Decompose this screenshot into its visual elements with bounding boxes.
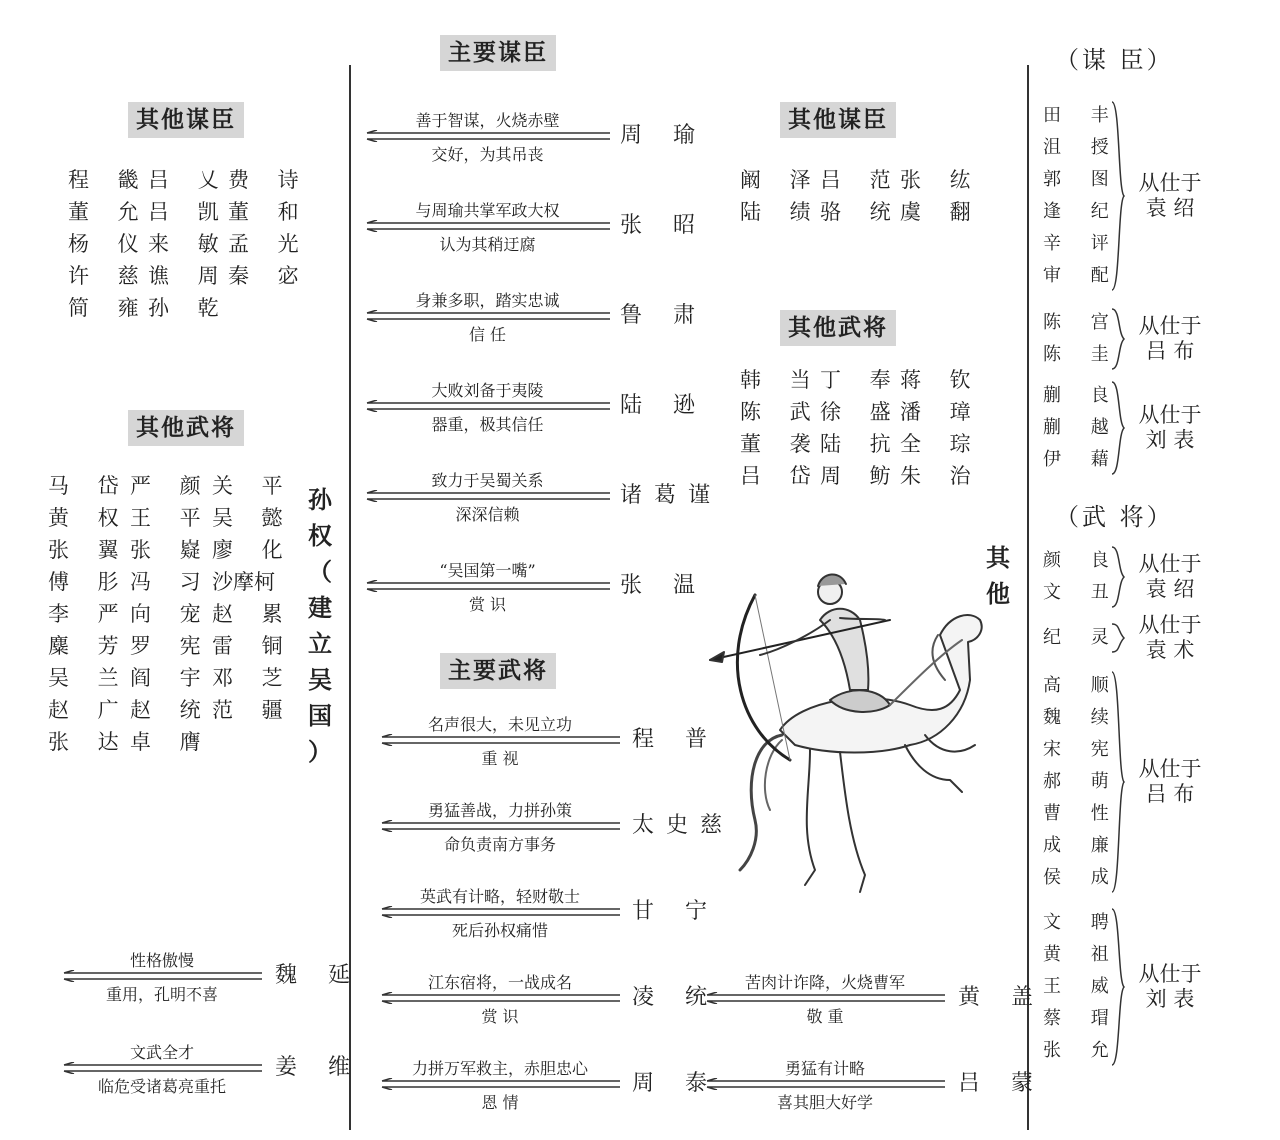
- double-arrow-icon: [365, 580, 610, 592]
- right-name: 文 丑: [1043, 582, 1121, 603]
- general-name: 沙摩柯: [212, 570, 275, 594]
- relation-name: 凌 统: [632, 985, 719, 1010]
- relation-name: 姜 维: [275, 1055, 362, 1080]
- right-name: 审 配: [1043, 265, 1121, 286]
- general-name: 吴 兰: [48, 666, 130, 690]
- double-arrow-icon: [380, 734, 620, 746]
- relation-name: 程 普: [632, 727, 719, 752]
- general-name: 蒋 钦: [900, 368, 982, 392]
- serve-text: 袁 术: [1145, 638, 1195, 662]
- right-name: 陈 宫: [1043, 312, 1121, 333]
- title-char: 孙: [308, 485, 332, 514]
- right-name: 高 顺: [1043, 675, 1121, 696]
- serve-text: 从仕于: [1138, 552, 1202, 576]
- relation-name: 吕 蒙: [958, 1071, 1045, 1096]
- relation-top-text: 勇猛有计略: [784, 1059, 865, 1078]
- relation-top-text: 大败刘备于夷陵: [431, 381, 544, 400]
- double-arrow-icon: [380, 820, 620, 832]
- general-name: 王 平: [130, 506, 212, 530]
- advisor-name: 来 敏: [148, 232, 230, 256]
- advisor-name: 吕 范: [820, 168, 902, 192]
- relation-top-text: 与周瑜共掌军政大权: [415, 201, 560, 220]
- title-char: 国: [308, 701, 332, 730]
- serve-text: 从仕于: [1138, 403, 1202, 427]
- brace-icon: [1110, 622, 1126, 654]
- right-name: 宋 宪: [1043, 739, 1121, 760]
- serve-label: [1125, 962, 1215, 1012]
- general-name: 严 颜: [130, 474, 212, 498]
- relation-bottom-text: 信 任: [468, 325, 507, 344]
- advisor-name: 骆 统: [820, 200, 902, 224]
- serve-label: [1125, 171, 1215, 221]
- relation-name: 太史慈: [632, 813, 735, 838]
- relation-bottom-text: 恩 情: [481, 1093, 519, 1112]
- general-name: 赵 统: [130, 698, 212, 722]
- general-name: 黄 权: [48, 506, 130, 530]
- mid-other-generals-header: 其他武将: [780, 310, 896, 346]
- general-name: 罗 宪: [130, 634, 212, 658]
- title-char: （: [308, 557, 332, 586]
- double-arrow-icon: [380, 992, 620, 1004]
- brace-icon: [1110, 545, 1126, 609]
- mid-advisors-grid: [740, 164, 980, 228]
- double-arrow-icon: [365, 310, 610, 322]
- relation-bottom-text: 深深信赖: [455, 505, 520, 524]
- double-arrow-icon: [380, 906, 620, 918]
- general-name: 阎 宇: [130, 666, 212, 690]
- general-name: 向 宠: [130, 602, 212, 626]
- serve-text: 吕 布: [1145, 782, 1195, 806]
- general-name: 张 翼: [48, 538, 130, 562]
- advisor-name: 程 畿: [68, 168, 150, 192]
- mid-other-advisors-header: 其他谋臣: [780, 102, 896, 138]
- general-name: 傅 肜: [48, 570, 130, 594]
- relation-item: [365, 468, 610, 524]
- serve-text: 刘 表: [1145, 428, 1195, 452]
- advisor-name: 陆 绩: [740, 200, 822, 224]
- relation-name: 张 昭: [620, 213, 707, 238]
- relation-item: [62, 1040, 262, 1096]
- relation-name: 黄 盖: [958, 985, 1045, 1010]
- brace-icon: [1110, 100, 1126, 292]
- general-name: 卓 膺: [130, 730, 212, 754]
- right-name: 张 允: [1043, 1040, 1121, 1061]
- advisor-name: 许 慈: [68, 264, 150, 288]
- serve-text: 从仕于: [1138, 757, 1202, 781]
- relation-item: [380, 970, 620, 1026]
- general-name: 张 达: [48, 730, 130, 754]
- serve-text: 吕 布: [1145, 339, 1195, 363]
- advisor-name: 吕 乂: [148, 168, 230, 192]
- advisor-name: 费 诗: [228, 168, 310, 192]
- right-name: 王 威: [1043, 976, 1121, 997]
- mounted-archer-icon: [700, 540, 990, 910]
- right-advisors-title: （谋 臣）: [1055, 46, 1174, 74]
- right-name: 郝 萌: [1043, 771, 1121, 792]
- general-name: 韩 当: [740, 368, 822, 392]
- general-name: 潘 璋: [900, 400, 982, 424]
- relation-item: [62, 948, 262, 1004]
- title-char: ）: [308, 737, 332, 766]
- left-other-generals-header: 其他武将: [128, 410, 244, 446]
- double-arrow-icon: [62, 970, 262, 982]
- advisor-name: 虞 翻: [900, 200, 982, 224]
- double-arrow-icon: [365, 400, 610, 412]
- right-name: 蒯 越: [1043, 417, 1121, 438]
- general-name: 马 岱: [48, 474, 130, 498]
- advisor-name: 孟 光: [228, 232, 310, 256]
- general-name: 全 琮: [900, 432, 982, 456]
- relation-bottom-text: 重用，孔明不喜: [105, 985, 218, 1004]
- relation-bottom-text: 交好，为其吊丧: [431, 145, 544, 164]
- advisor-name: 简 雍: [68, 296, 150, 320]
- right-name: 郭 图: [1043, 169, 1121, 190]
- serve-text: 从仕于: [1138, 314, 1202, 338]
- brace-icon: [1110, 307, 1126, 371]
- relation-bottom-text: 命负责南方事务: [443, 835, 556, 854]
- right-name: 辛 评: [1043, 233, 1121, 254]
- general-name: 董 袭: [740, 432, 822, 456]
- general-name: 吕 岱: [740, 464, 822, 488]
- serve-text: 从仕于: [1138, 962, 1202, 986]
- relation-item: [365, 378, 610, 434]
- general-name: 邓 芝: [212, 666, 294, 690]
- general-name: 麋 芳: [48, 634, 130, 658]
- brace-icon: [1110, 670, 1126, 894]
- advisor-name: 杨 仪: [68, 232, 150, 256]
- general-name: 关 平: [212, 474, 294, 498]
- relation-bottom-text: 认为其稍迂腐: [439, 235, 536, 254]
- advisor-name: 张 纮: [900, 168, 982, 192]
- sun-quan-title: [306, 482, 334, 770]
- double-arrow-icon: [365, 220, 610, 232]
- serve-text: 刘 表: [1145, 987, 1195, 1011]
- relation-item: [380, 884, 620, 940]
- relation-name: 诸葛谨: [620, 483, 723, 508]
- relation-item: [380, 1056, 620, 1112]
- relation-top-text: “吴国第一嘴”: [439, 561, 536, 580]
- relation-bottom-text: 重 视: [481, 749, 519, 768]
- right-name: 逢 纪: [1043, 201, 1121, 222]
- advisor-name: 董 和: [228, 200, 310, 224]
- right-name: 沮 授: [1043, 137, 1121, 158]
- right-name: 蔡 瑁: [1043, 1008, 1121, 1029]
- right-name: 陈 圭: [1043, 344, 1121, 365]
- right-generals-title: （武 将）: [1055, 503, 1174, 531]
- relation-name: 甘 宁: [632, 899, 719, 924]
- double-arrow-icon: [62, 1062, 262, 1074]
- general-name: 赵 广: [48, 698, 130, 722]
- right-name: 黄 祖: [1043, 944, 1121, 965]
- relation-bottom-text: 敬 重: [806, 1007, 844, 1026]
- brace-icon: [1110, 380, 1126, 476]
- relation-top-text: 致力于吴蜀关系: [431, 471, 544, 490]
- title-char: 吴: [308, 665, 332, 694]
- general-name: 廖 化: [212, 538, 294, 562]
- relation-item: [365, 198, 610, 254]
- right-name: 侯 成: [1043, 867, 1121, 888]
- right-name: 伊 藉: [1043, 449, 1121, 470]
- right-name: 田 丰: [1043, 105, 1121, 126]
- general-name: 徐 盛: [820, 400, 902, 424]
- others-char: 其: [986, 543, 1010, 572]
- right-name: 成 廉: [1043, 835, 1121, 856]
- relation-top-text: 江东宿将，一战成名: [427, 973, 572, 992]
- relation-item: [365, 288, 610, 344]
- relation-top-text: 力拼万军救主，赤胆忠心: [411, 1059, 588, 1078]
- main-generals-header: 主要武将: [440, 653, 556, 689]
- relation-top-text: 勇猛善战，力拼孙策: [427, 801, 572, 820]
- right-name: 颜 良: [1043, 550, 1121, 571]
- advisor-name: 秦 宓: [228, 264, 310, 288]
- relation-name: 周 瑜: [620, 123, 707, 148]
- serve-text: 袁 绍: [1145, 196, 1195, 220]
- general-name: 雷 铜: [212, 634, 294, 658]
- serve-text: 从仕于: [1138, 171, 1202, 195]
- title-char: 建: [308, 593, 332, 622]
- double-arrow-icon: [705, 992, 945, 1004]
- double-arrow-icon: [365, 130, 610, 142]
- others-char: 他: [986, 579, 1010, 608]
- serve-label: [1125, 613, 1215, 663]
- serve-text: 从仕于: [1138, 613, 1202, 637]
- serve-label: [1125, 757, 1215, 807]
- title-char: 权: [308, 521, 332, 550]
- relation-item: [705, 1056, 945, 1112]
- relation-top-text: 善于智谋，火烧赤壁: [415, 111, 560, 130]
- main-advisors-header: 主要谋臣: [440, 35, 556, 71]
- advisor-name: 董 允: [68, 200, 150, 224]
- advisor-name: 谯 周: [148, 264, 230, 288]
- double-arrow-icon: [380, 1078, 620, 1090]
- title-char: 立: [308, 629, 332, 658]
- relation-top-text: 名声很大，未见立功: [427, 715, 572, 734]
- relation-bottom-text: 赏 识: [481, 1007, 519, 1026]
- general-name: 冯 习: [130, 570, 212, 594]
- right-name: 魏 续: [1043, 707, 1121, 728]
- relation-item: [365, 558, 610, 614]
- serve-label: [1125, 314, 1215, 364]
- relation-bottom-text: 死后孙权痛惜: [451, 921, 548, 940]
- relation-item: [380, 798, 620, 854]
- serve-label: [1125, 403, 1215, 453]
- general-name: 李 严: [48, 602, 130, 626]
- general-name: 陆 抗: [820, 432, 902, 456]
- serve-label: [1125, 552, 1215, 602]
- general-name: 周 鲂: [820, 464, 902, 488]
- relation-top-text: 文武全才: [129, 1043, 194, 1062]
- relation-name: 张 温: [620, 573, 707, 598]
- right-name: 蒯 良: [1043, 385, 1121, 406]
- general-name: 丁 奉: [820, 368, 902, 392]
- relation-bottom-text: 赏 识: [468, 595, 507, 614]
- advisor-name: 孙 乾: [148, 296, 230, 320]
- relation-top-text: 身兼多职，踏实忠诚: [415, 291, 560, 310]
- double-arrow-icon: [365, 490, 610, 502]
- relation-name: 魏 延: [275, 963, 362, 988]
- right-divider: [1027, 65, 1029, 1130]
- relation-bottom-text: 喜其胆大好学: [776, 1093, 873, 1112]
- right-name: 文 聘: [1043, 912, 1121, 933]
- relation-item: [365, 108, 610, 164]
- left-advisors-grid: [68, 164, 308, 324]
- general-name: 朱 治: [900, 464, 982, 488]
- relation-top-text: 英武有计略，轻财敬士: [419, 887, 580, 906]
- double-arrow-icon: [705, 1078, 945, 1090]
- relation-item: [380, 712, 620, 768]
- general-name: 赵 累: [212, 602, 294, 626]
- brace-icon: [1110, 907, 1126, 1067]
- relation-bottom-text: 器重，极其信任: [431, 415, 544, 434]
- mid-generals-grid: [740, 364, 980, 492]
- general-name: 吴 懿: [212, 506, 294, 530]
- relation-top-text: 苦肉计诈降，火烧曹军: [744, 973, 905, 992]
- general-name: 张 嶷: [130, 538, 212, 562]
- right-name: 纪 灵: [1043, 627, 1121, 648]
- left-generals-grid: [48, 470, 302, 758]
- advisor-name: 吕 凯: [148, 200, 230, 224]
- relation-top-text: 性格傲慢: [129, 951, 194, 970]
- advisor-name: 阚 泽: [740, 168, 822, 192]
- serve-text: 袁 绍: [1145, 577, 1195, 601]
- relation-name: 周 泰: [632, 1071, 719, 1096]
- left-other-advisors-header: 其他谋臣: [128, 102, 244, 138]
- relation-item: [705, 970, 945, 1026]
- general-name: 陈 武: [740, 400, 822, 424]
- relation-name: 鲁 肃: [620, 303, 707, 328]
- relation-name: 陆 逊: [620, 393, 707, 418]
- right-name: 曹 性: [1043, 803, 1121, 824]
- relation-bottom-text: 临危受诸葛亮重托: [97, 1077, 226, 1096]
- general-name: 范 疆: [212, 698, 294, 722]
